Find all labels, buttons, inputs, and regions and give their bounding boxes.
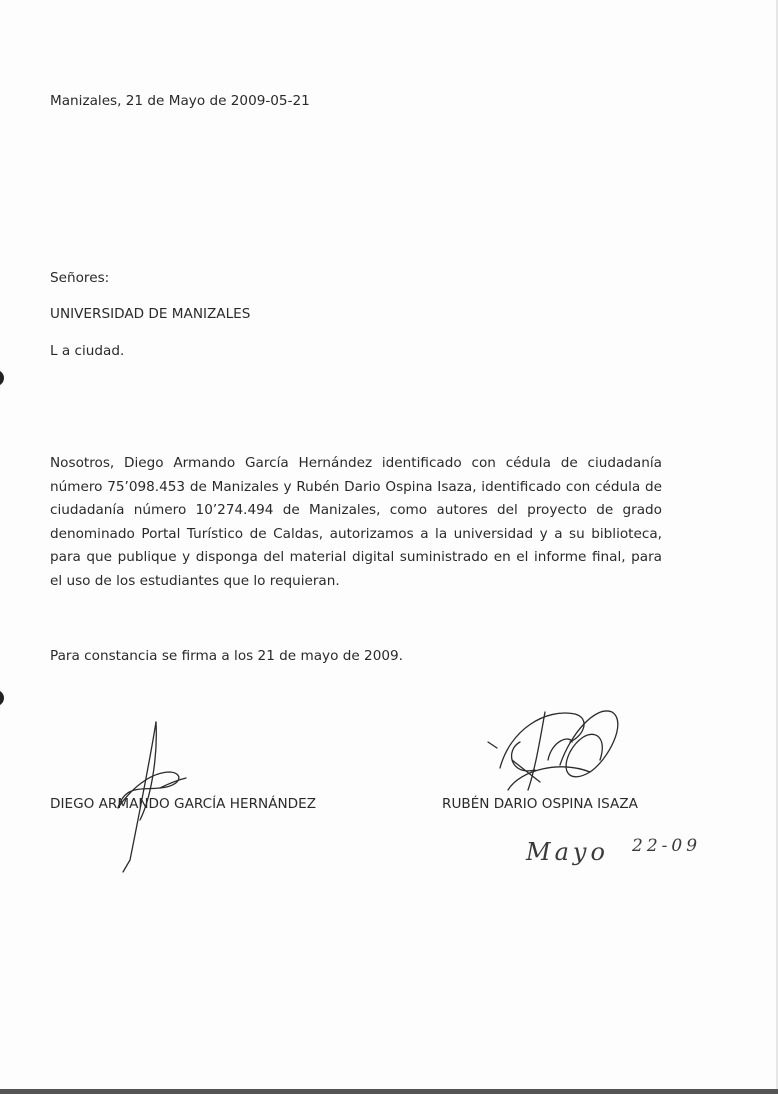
punch-hole-mark <box>0 370 4 386</box>
date-line: Manizales, 21 de Mayo de 2009-05-21 <box>50 93 310 109</box>
handwritten-month: Mayo <box>526 838 609 866</box>
punch-hole-mark <box>0 690 4 706</box>
scan-bottom-edge <box>0 1089 778 1094</box>
signatory-right-name: RUBÉN DARIO OSPINA ISAZA <box>442 796 638 812</box>
closing-line: Para constancia se firma a los 21 de mayo de 2009. <box>50 648 403 664</box>
signature-right <box>488 711 618 790</box>
recipient-city: L a ciudad. <box>50 343 125 359</box>
salutation: Señores: <box>50 270 110 286</box>
letter-body: Nosotros, Diego Armando García Hernández identificado con cédula de ciudadanía número 75’098.453 de Manizales y Rubén Dario Ospina Isaza, identificado con cédula de ciudadanía número 10’274.494 de Manizales, como autores del proyecto de grado denominado Portal Turístico de Caldas, autorizamos a la universidad y a su biblioteca, para que publique y disponga del material digital suministrado en el informe final, para el uso de los estudiantes que lo requieran. <box>50 455 662 589</box>
recipient: UNIVERSIDAD DE MANIZALES <box>50 306 251 322</box>
handwritten-date: 22-09 <box>632 836 702 856</box>
signatory-left-name: DIEGO ARMANDO GARCÍA HERNÁNDEZ <box>50 796 317 812</box>
